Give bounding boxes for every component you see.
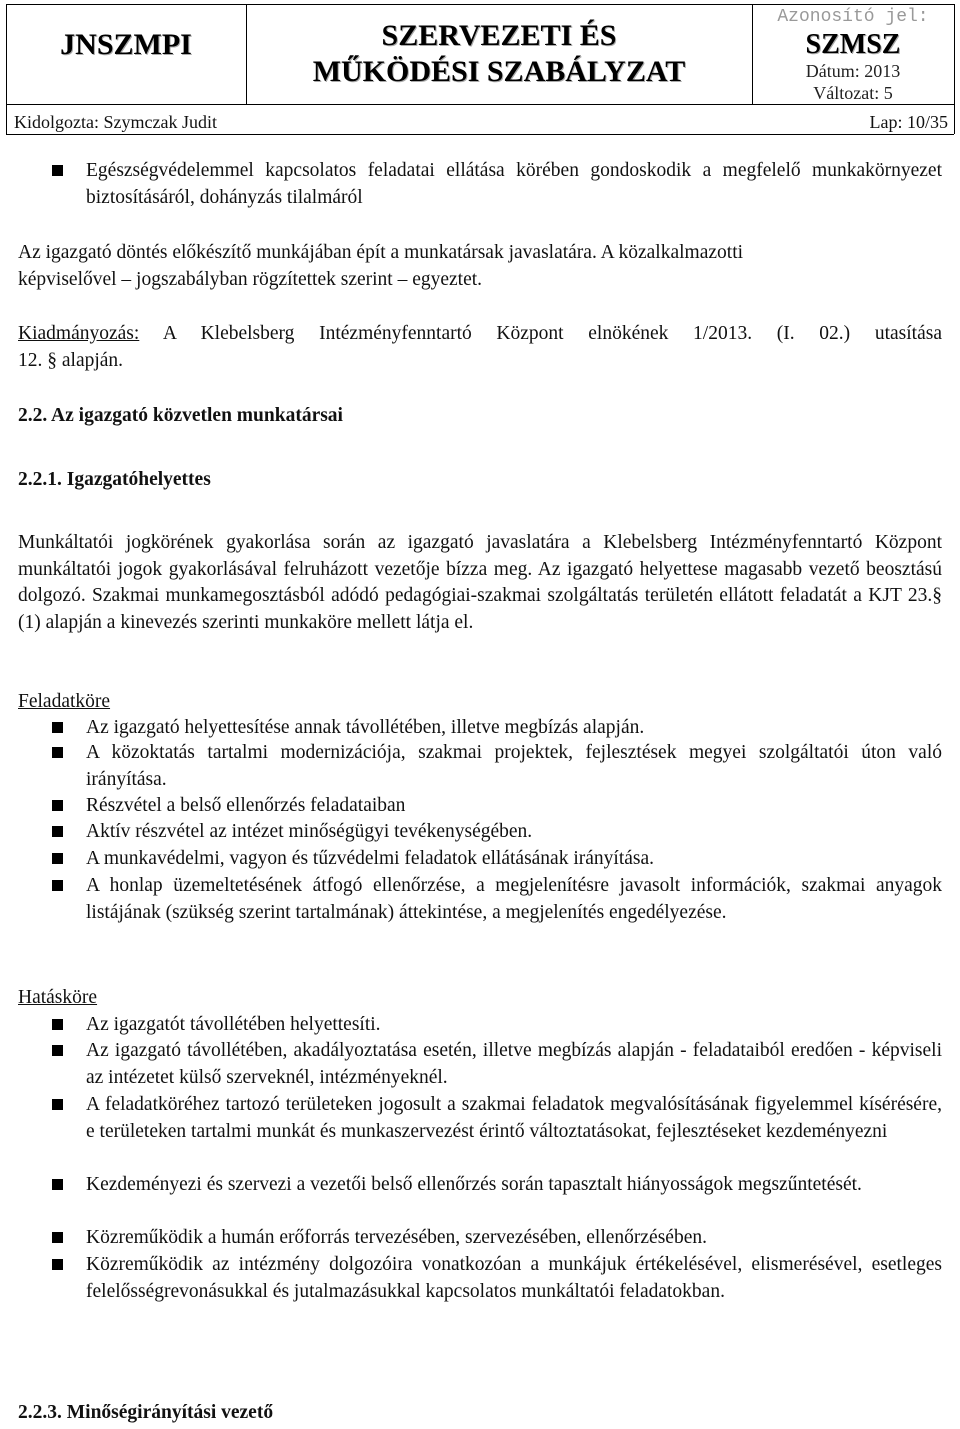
hataskore-item: A feladatköréhez tartozó területeken jogosult a szakmai feladatok megvalósításának figyelemmel kísérésére, e területeken tartalmi munkát és munkaszervezést érintő változtatásokat, fejlesztéseket kezdeményezni — [86, 1094, 942, 1142]
paragraph-2: Munkáltatói jogkörének gyakorlása során az igazgató javaslatára a Klebelsberg Intézményfenntartó Központ munkáltatói jogok gyakorlásával felruházott vezetője bízza meg. Az igazgató helyettese magasabb vezető beosztású dolgozó. Szakmai munkamegosztásból adódó pedagógiai-szakmai szolgáltatás területén ellátott feladatát a KJT 23.§ (1) alapján a kinevezés szerinti munkaköre mellett látja el. — [18, 532, 942, 633]
header-right-border — [954, 4, 955, 134]
bullet-icon — [52, 1019, 63, 1030]
header-mid-rule — [6, 104, 954, 105]
hataskore-item: Közreműködik a humán erőforrás tervezésében, szervezésében, ellenőrzésében. — [86, 1227, 707, 1248]
section-heading-2-2-1: 2.2.1. Igazgatóhelyettes — [18, 469, 211, 490]
kiadmanyozas-label: Kiadmányozás: — [18, 323, 140, 344]
document-header — [6, 4, 954, 130]
section-heading-2-2: 2.2. Az igazgató közvetlen munkatársai — [18, 405, 343, 426]
feladatkore-item: Részvétel a belső ellenőrzés feladataiban — [86, 795, 406, 816]
doc-version: Változat: 5 — [813, 83, 893, 103]
document-meta — [752, 4, 954, 104]
bullet-icon — [52, 880, 63, 891]
doc-date: Dátum: 2013 — [805, 61, 901, 81]
bullet-icon — [52, 1045, 63, 1056]
kiadmanyozas-line-1 — [18, 321, 942, 348]
paragraph-1-line-1: Az igazgató döntés előkészítő munkájában épít a munkatársak javaslatára. A közalkalmazotti — [18, 242, 744, 263]
bullet-icon — [52, 722, 63, 733]
bullet-icon — [52, 1259, 63, 1270]
bullet-icon — [52, 165, 63, 176]
feladatkore-title: Feladatköre — [18, 691, 111, 712]
doc-code: SZMSZ — [805, 29, 901, 60]
header-left-border — [6, 4, 7, 134]
bullet-icon — [52, 800, 63, 811]
section-heading-2-2-3: 2.2.3. Minőségirányítási vezető — [18, 1402, 274, 1423]
kiadmanyozas-line-2: 12. § alapján. — [18, 350, 124, 371]
bullet-icon — [52, 826, 63, 837]
title-line-2: MŰKÖDÉSI SZABÁLYZAT — [312, 55, 686, 88]
feladatkore-item: Aktív részvétel az intézet minőségügyi tevékenységében. — [86, 821, 533, 842]
org-name: JNSZMPI — [60, 28, 192, 61]
bullet-icon — [52, 1099, 63, 1110]
title-line-1: SZERVEZETI ÉS — [381, 19, 617, 52]
header-bottom-rule — [6, 134, 954, 135]
feladatkore-item: A honlap üzemeltetésének átfogó ellenőrzése, a megjelenítésre javasolt információk, szakmai anyagok listájának (szükség szerint tartalmának) áttekintése, a megjelenítés engedélyezése. — [86, 875, 942, 923]
page-number: Lap: 10/35 — [869, 112, 948, 132]
bullet-icon — [52, 853, 63, 864]
hataskore-title: Hatásköre — [18, 987, 98, 1008]
intro-bullet-text: Egészségvédelemmel kapcsolatos feladatai ellátása körében gondoskodik a megfelelő munkakörnyezet biztosításáról, dohányzás tilalmáról — [86, 160, 942, 208]
feladatkore-item: A munkavédelmi, vagyon és tűzvédelmi feladatok ellátásának irányítása. — [86, 848, 655, 869]
bullet-icon — [52, 1232, 63, 1243]
bullet-icon — [52, 1179, 63, 1190]
feladatkore-item: A közoktatás tartalmi modernizációja, szakmai projektek, fejlesztések megyei szolgáltatói úton való irányítása. — [86, 742, 942, 790]
kiadmanyozas-text: A Klebelsberg Intézményfenntartó Központ elnökének 1/2013. (I. 02.) utasítása — [162, 323, 942, 344]
hataskore-item: Az igazgatót távollétében helyettesíti. — [86, 1014, 381, 1035]
bullet-icon — [52, 747, 63, 758]
hataskore-item: Kezdeményezi és szervezi a vezetői belső ellenőrzés során tapasztalt hiányosságok megszűntetését. — [86, 1174, 862, 1195]
hataskore-item: Közreműködik az intézmény dolgozóira vonatkozóan a munkájuk értékelésével, elismerésével, esetleges felelősségrevonásukkal és jutalmazásukkal kapcsolatos munkáltatói feladatokban. — [86, 1254, 942, 1302]
paragraph-1-line-2: képviselővel – jogszabályban rögzítettek szerint – egyeztet. — [18, 269, 483, 290]
feladatkore-item: Az igazgató helyettesítése annak távollétében, illetve megbízás alapján. — [86, 717, 645, 738]
id-label: Azonosító jel: — [777, 7, 929, 27]
author: Kidolgozta: Szymczak Judit — [14, 112, 217, 132]
hataskore-item: Az igazgató távollétében, akadályoztatása esetén, illetve megbízás alapján - feladataiból eredően - képviseli az intézetet külső szerveknél, intézményeknél. — [86, 1040, 942, 1088]
document-title — [246, 18, 752, 90]
